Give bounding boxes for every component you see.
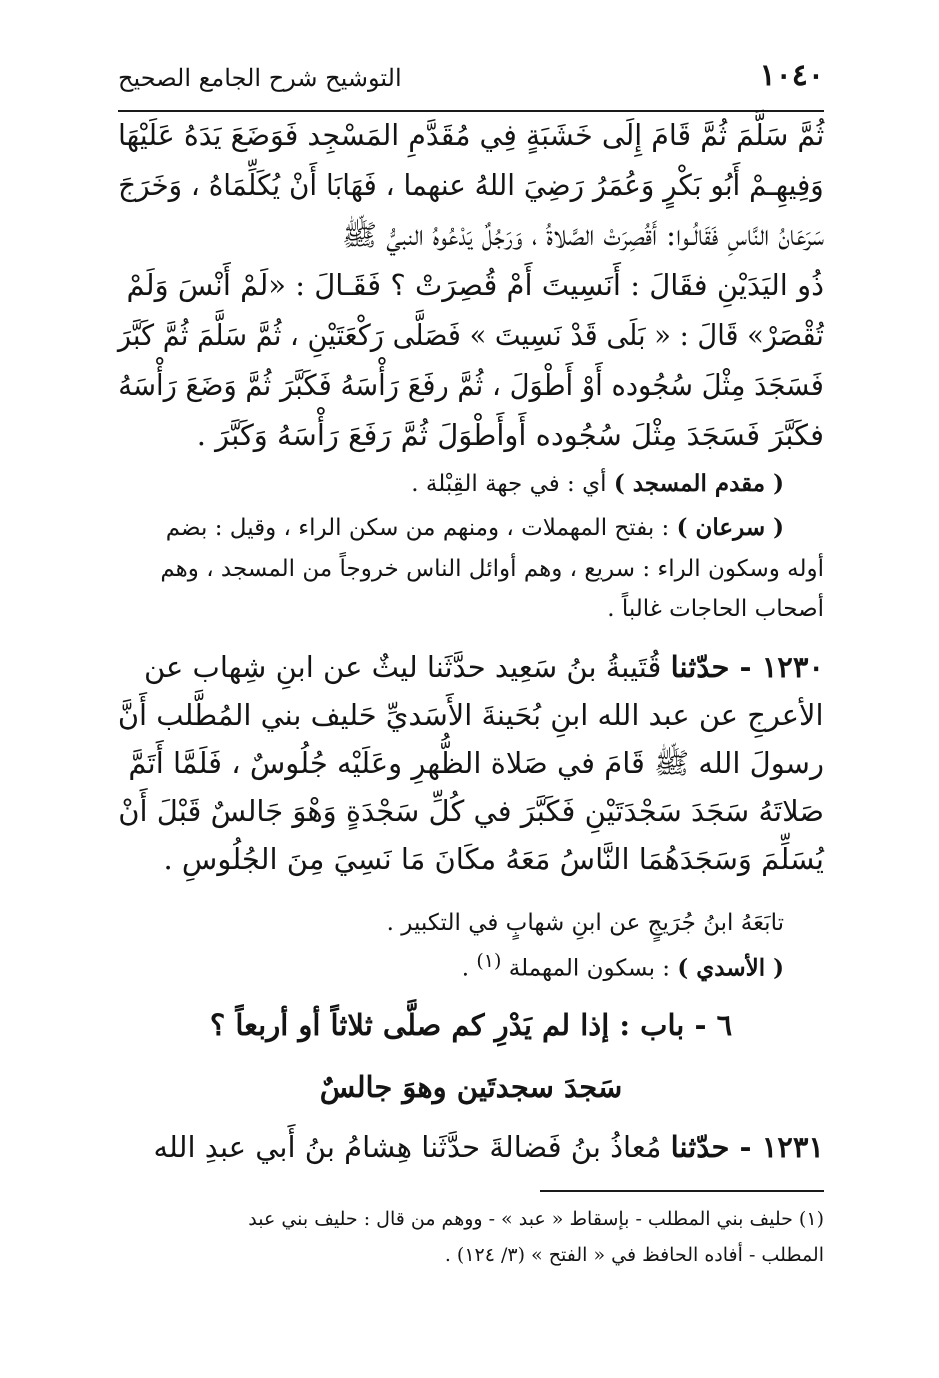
note-text: : بسكون المهملة	[501, 955, 678, 982]
hadith-line: رسولَ الله ﷺ قَامَ في صَلاة الظُّهرِ وعَلَيْه جُلُوسٌ ، فَلَمَّا أَتَمَّ	[128, 746, 824, 780]
matn-block	[118, 118, 824, 468]
note-term: ( سرعان )	[676, 514, 784, 541]
hadith-text: قُتَيبةُ بنُ سَعِيد حدَّثَنا ليثٌ عن ابنِ شِهاب عن	[143, 650, 671, 684]
matn-line: ثُمَّ سَلَّمَ ثُمَّ قَامَ إِلَى خَشَبَةٍ فِي مُقَدَّمِ المَسْجِد فَوَضَعَ يَدَهُ عَلَيْهَا	[117, 118, 824, 152]
footnote-marker: (١)	[476, 950, 502, 972]
hadith-text: مُعاذُ بنُ فَضالةَ حدَّثَنا هِشامُ بنُ أَبي عبدِ الله	[153, 1130, 671, 1164]
hadith-line	[144, 650, 824, 684]
note-line: أوله وسكون الراء : سريع ، وهم أوائل الناس خروجاً من المسجد ، وهم	[160, 556, 824, 582]
note-text: : بفتح المهملات ، ومنهم من سكن الراء ، وقيل : بضم	[165, 515, 677, 541]
hadith-number: ١٢٣٠ - حدّثنا	[670, 650, 824, 684]
tabaahu-line: تابَعَهُ ابنُ جُرَيجٍ عن ابنِ شهابٍ في التكبير .	[386, 910, 784, 936]
hadith-line: صَلاتَهُ سَجَدَ سَجْدَتَيْنِ فَكَبَّرَ في كُلِّ سَجْدَةٍ وَهْوَ جَالسٌ قَبْلَ أَنْ	[118, 794, 824, 828]
matn-line: فكَبَّرَ فَسَجَدَ مِثْلَ سُجُوده أَوأَطْوَلَ ثُمَّ رَفَعَ رَأْسَهُ وَكَبَّرَ .	[196, 418, 824, 452]
hadith-line: الأعرجِ عن عبد الله ابنِ بُحَينةَ الأَسَديِّ حَليف بني المُطَّلب أَنَّ	[118, 698, 824, 732]
hadith-1230	[118, 650, 824, 910]
footnote-line: (١) حليف بني المطلب - بإسقاط « عبد » - ووهم من قال : حليف بني عبد	[248, 1208, 824, 1230]
matn-line: فَسَجَدَ مِثْلَ سُجُوده أَوْ أَطْوَلَ ، ثُمَّ رفَعَ رَأْسَهُ فَكَبَّرَ ثُمَّ وَضَعَ رَأْسَهُ	[118, 368, 824, 402]
page-number: ١٠٤٠	[759, 58, 824, 93]
footnote-line: المطلب - أفاده الحافظ في « الفتح » (٣/ ١٢٤) .	[444, 1244, 824, 1266]
hadith-number: ١٢٣١ - حدّثنا	[670, 1130, 824, 1164]
matn-line: وَفِيهِـمْ أَبُو بَكْرٍ وَعُمَرُ رَضِيَ اللهُ عنهما ، فَهَابَا أَنْ يُكَلِّمَاهُ ، وَخَرَجَ	[118, 168, 824, 202]
footnote-divider	[540, 1190, 824, 1192]
note-surean	[166, 514, 784, 541]
note-term: ( الأسدي )	[677, 954, 784, 982]
matn-line: تُقْصَرْ» قَالَ : « بَلَى قَدْ نَسِيتَ » فَصَلَّى رَكْعَتَيْنِ ، ثُمَّ سَلَّمَ ثُمَّ كَبَّرَ	[118, 318, 824, 352]
note-asadi	[462, 950, 784, 982]
note-text-end: .	[461, 955, 477, 982]
note-muqaddam	[411, 470, 784, 497]
note-line: أصحاب الحاجات غالباً .	[607, 596, 824, 622]
note-term: ( مقدم المسجد )	[613, 470, 784, 497]
running-title: التوشيح شرح الجامع الصحيح	[118, 64, 402, 92]
chapter-title-line1: ٦ - باب : إذا لم يَدْرِ كم صلَّى ثلاثاً أو أربعاً ؟	[209, 1008, 733, 1042]
hadith-1230-notes	[118, 910, 824, 990]
hadith-line: يُسَلِّمَ وَسَجَدَهُمَا النَّاسُ مَعَهُ مكَانَ مَا نَسِيَ مِنَ الجُلُوسِ .	[163, 842, 824, 876]
footnote	[118, 1208, 824, 1288]
hadith-1231	[118, 1130, 824, 1180]
page-header	[118, 58, 824, 112]
matn-line: ذُو اليَدَيْنِ فقَالَ : أَنَسِيتَ أَمْ قُصِرَتْ ؟ فَقَـالَ : «لَمْ أَنْسَ وَلَمْ	[126, 268, 824, 302]
chapter-title-line2: سَجدَ سجدتَين وهوَ جالسٌ	[319, 1070, 623, 1104]
commentary-notes	[118, 470, 824, 640]
hadith-line	[153, 1130, 824, 1164]
matn-line: سَرَعَانُ النَّاسِ فَقَالُـوا: أَقُصِرَتْ الصَّلاةُ ، وَرَجُلٌ يَدْعُوهُ النبيُّ ﷺ	[342, 218, 824, 252]
note-text: أي : في جهة القِبْلة .	[411, 471, 614, 497]
